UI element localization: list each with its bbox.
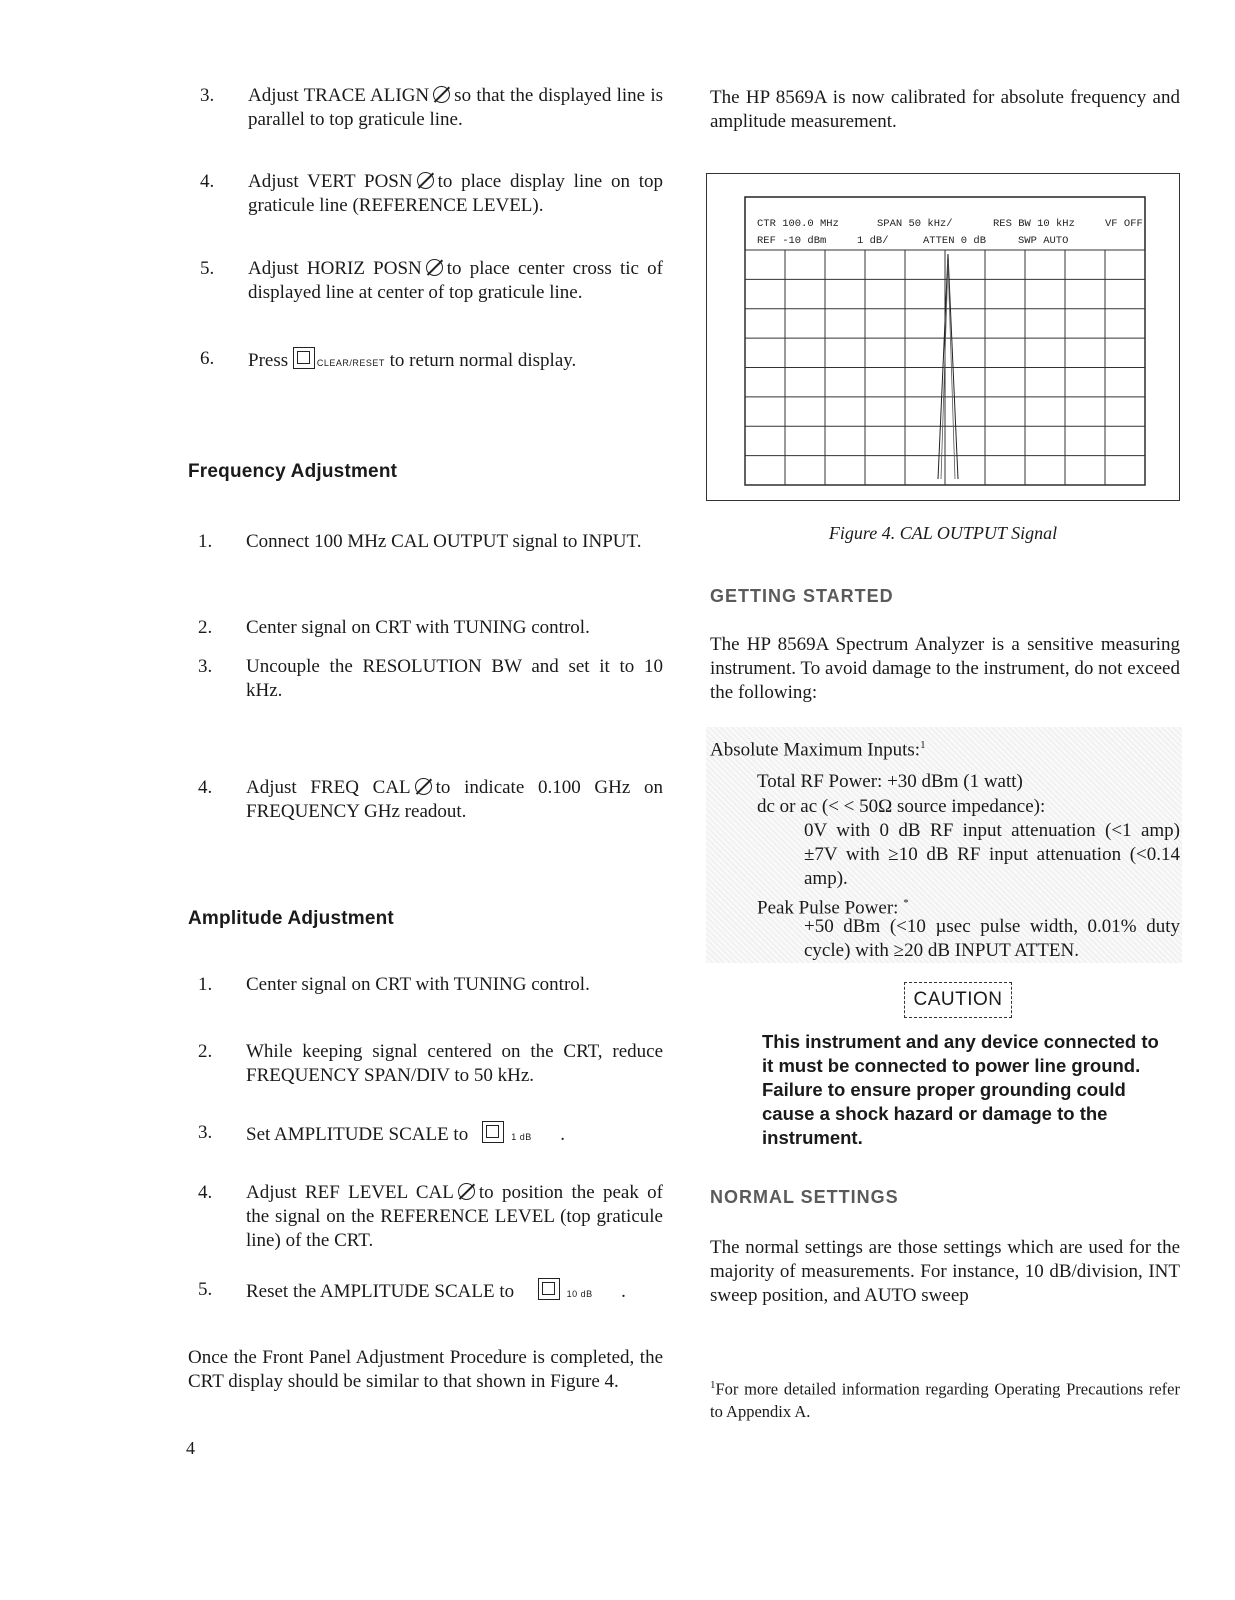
- page-number: 4: [186, 1438, 195, 1458]
- crt-graticule: [745, 250, 1145, 485]
- abs-max-title: Absolute Maximum Inputs:$^1$: [710, 739, 926, 761]
- freq-step-1: 1. Connect 100 MHz CAL OUTPUT signal to INPUT.: [198, 531, 642, 552]
- caution-text: This instrument and any device connected to it must be connected to power line ground. Failure to ensure proper grounding could cause a shock hazard or damage to the instrument.: [762, 1031, 1159, 1148]
- closing-paragraph: Once the Front Panel Adjustment Procedure is completed, the CRT display should be similar to that shown in Figure 4.: [188, 1347, 663, 1392]
- caution-label: CAUTION: [904, 982, 1012, 1018]
- pulse-limits: +50 dBm (<10 µsec pulse width, 0.01% duty cycle) with ≥20 dB INPUT ATTEN.: [804, 916, 1180, 961]
- amp-step-5: 5. Reset the AMPLITUDE SCALE to 10 dB .: [198, 1279, 626, 1302]
- crt-readout-atten: ATTEN 0 dB: [923, 235, 987, 247]
- figure-caption: Figure 4. CAL OUTPUT Signal: [828, 523, 1058, 543]
- front-panel-key-icon: [293, 347, 315, 369]
- adjustment-knob-icon: [415, 778, 432, 795]
- footnote: $^1$For more detailed information regarding Operating Precautions refer to Appendix A.: [710, 1379, 1180, 1421]
- adjustment-knob-icon: [433, 86, 450, 103]
- crt-display: [707, 174, 1179, 500]
- crt-readout-scale: 1 dB/: [857, 235, 889, 247]
- adjustment-knob-icon: [417, 172, 434, 189]
- amp-step-4: 4. Adjust REF LEVEL CAL to position the peak of the signal on the REFERENCE LEVEL (top graticule line) of the CRT.: [198, 1182, 663, 1251]
- attenuation-limits: 0V with 0 dB RF input attenuation (<1 amp) ±7V with ≥10 dB RF input attenuation (<0.14 amp).: [804, 820, 1180, 889]
- total-rf-power: Total RF Power: +30 dBm (1 watt): [757, 771, 1023, 792]
- getting-started-heading: GETTING STARTED: [710, 586, 894, 606]
- normal-settings-paragraph: The normal settings are those settings which are used for the majority of measurements. For instance, 10 dB/division, INT sweep position, and AUTO sweep: [710, 1237, 1180, 1306]
- amp-step-2: 2. While keeping signal centered on the CRT, reduce FREQUENCY SPAN/DIV to 50 kHz.: [198, 1041, 663, 1086]
- crt-readout-res-bw: RES BW 10 kHz: [993, 218, 1075, 230]
- calibrated-paragraph: The HP 8569A is now calibrated for absolute frequency and amplitude measurement.: [710, 87, 1180, 132]
- amp-step-3: 3. Set AMPLITUDE SCALE to 1 dB .: [198, 1122, 565, 1145]
- signal-trace: [938, 254, 958, 479]
- amp-step-1: 1. Center signal on CRT with TUNING control.: [198, 974, 590, 995]
- front-panel-key-icon: [482, 1121, 504, 1143]
- figure-4-frame: [706, 173, 1180, 501]
- freq-step-4: 4. Adjust FREQ CAL to indicate 0.100 GHz on FREQUENCY GHz readout.: [198, 777, 663, 822]
- normal-settings-heading: NORMAL SETTINGS: [710, 1187, 899, 1207]
- amplitude-adjustment-heading: Amplitude Adjustment: [188, 908, 394, 929]
- adjustment-knob-icon: [458, 1183, 475, 1200]
- freq-step-2: 2. Center signal on CRT with TUNING control.: [198, 617, 590, 638]
- crt-readout-span: SPAN 50 kHz/: [877, 218, 953, 230]
- freq-step-3: 3. Uncouple the RESOLUTION BW and set it to 10 kHz.: [198, 656, 663, 701]
- dc-ac-line: dc or ac (< < 50Ω source impedance):: [757, 796, 1046, 817]
- front-panel-key-icon: [538, 1278, 560, 1300]
- step-press-clear-reset: 6. Press CLEAR/RESET to return normal display.: [200, 348, 577, 371]
- crt-readout-ref: REF -10 dBm: [757, 235, 827, 247]
- peak-pulse-power: Peak Pulse Power: *: [757, 897, 909, 919]
- getting-started-paragraph: The HP 8569A Spectrum Analyzer is a sensitive measuring instrument. To avoid damage to the instrument, do not exceed the following:: [710, 634, 1180, 703]
- crt-readout-sweep: SWP AUTO: [1018, 235, 1069, 247]
- step-trace-align: 3. Adjust TRACE ALIGN so that the displayed line is parallel to top graticule line.: [200, 85, 663, 130]
- crt-readout-vf: VF OFF: [1105, 218, 1143, 230]
- adjustment-knob-icon: [426, 259, 443, 276]
- frequency-adjustment-heading: Frequency Adjustment: [188, 461, 398, 482]
- crt-readout-ctr: CTR 100.0 MHz: [757, 218, 839, 230]
- step-vert-posn: 4. Adjust VERT POSN to place display line on top graticule line (REFERENCE LEVEL).: [200, 171, 664, 216]
- step-horiz-posn: 5. Adjust HORIZ POSN to place center cross tic of displayed line at center of top graticule line.: [200, 258, 663, 303]
